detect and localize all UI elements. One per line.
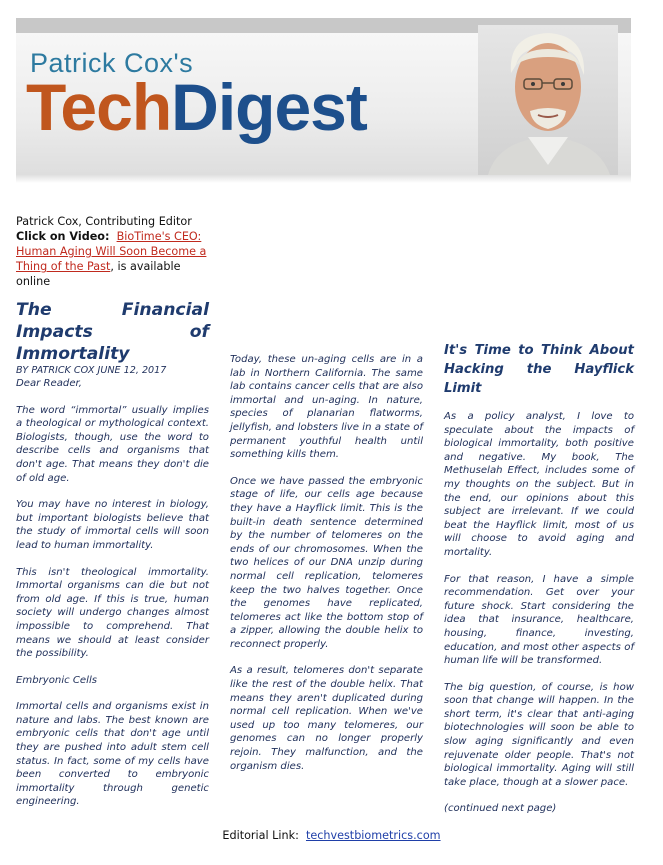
header-info: [16, 214, 216, 289]
article-byline: BY PATRICK COX JUNE 12, 2017: [16, 365, 167, 376]
continued-note: (continued next page): [444, 803, 557, 815]
brand-digest: Digest: [171, 70, 367, 144]
video-tail: , is available online: [16, 260, 181, 288]
brand-name-small: Patrick Cox's: [30, 48, 194, 78]
video-link[interactable]: BioTime's CEO: Human Aging Will Soon Become a Thing of the Past: [16, 230, 207, 273]
masthead-shadow: [16, 175, 631, 183]
brand-tech: Tech: [26, 70, 172, 144]
article-column-2: [230, 353, 423, 786]
paragraph: Once we have passed the embryonic stage of life, our cells age because they have a Hayflick limit. This is the built-in death sentence determined by the number of telomeres on the ends of our chromosomes. When the two helices of our DNA unzip during normal cell replication, telomeres keep the two halves together. Once the genomes have replicated, telomeres act like the bottom stop of a zipper, allowing the double helix to reconnect properly.: [230, 475, 423, 650]
paragraph: As a policy analyst, I love to speculate about the impacts of biological immortality, both positive and negative. My book, The Methuselah Effect, includes some of my thoughts on the subject. But in the end, our opinions about this subject are irrelevant. If we could beat the Hayflick limit, most of us will choose to avoid aging and mortality.: [444, 411, 634, 558]
video-line: [16, 229, 216, 289]
article-title: The Financial Impacts of Immortality: [16, 300, 209, 364]
greeting: Dear Reader,: [16, 378, 82, 389]
video-label: Click on Video:: [16, 230, 110, 243]
paragraph: Immortal cells and organisms exist in nature and labs. The best known are embryonic cells that don't age until they are pushed into adult stem cell status. In fact, some of my cells have been converted to embryonic immortality through genetic engineering.: [16, 701, 209, 808]
article-column-1: [16, 299, 209, 822]
paragraph: Today, these un-aging cells are in a lab in Northern California. The same lab contains cancer cells that are also immortal and un-aging. In nature, species of planarian flatworms, jellyfish, and lobsters live in a state of permanent youthful health until something kills them.: [230, 354, 423, 461]
paragraph: The word “immortal” usually implies a theological or mythological context. Biologists, though, use the word to describe cells and organisms that don't age. That means they don't die of old age.: [16, 404, 209, 484]
paragraph: The big question, of course, is how soon that change will happen. In the short term, it's clear that anti-aging biotechnologies will soon be able to slow aging significantly and even rejuvenate older people. That's not biological immortality. Aging will still take place, though at a slower pace.: [444, 681, 634, 788]
paragraph: You may have no interest in biology, but important biologists believe that the study of immortal cells will soon lead to human immortality.: [16, 499, 209, 551]
paragraph: This isn't theological immortality. Immortal organisms can die but not from old age. If this is true, human society will undergo changes almost impossible to comprehend. That means we should at least consider the possibility.: [16, 566, 209, 660]
article-column-3: [444, 341, 634, 829]
footer: [0, 829, 663, 842]
footer-link[interactable]: techvestbiometrics.com: [305, 829, 441, 842]
footer-label: Editorial Link:: [222, 829, 299, 842]
paragraph: For that reason, I have a simple recommendation. Get over your future shock. Start considering the idea that insurance, healthcare, housing, finance, investing, education, and most other aspects of human life will be transformed.: [444, 573, 634, 667]
author-portrait-photo: [478, 25, 618, 175]
editor-credit: Patrick Cox, Contributing Editor: [16, 215, 192, 228]
brand-logo: [26, 72, 367, 142]
column-heading: It's Time to Think About Hacking the Hayflick Limit: [444, 343, 634, 396]
section-subheading: Embryonic Cells: [16, 674, 98, 686]
paragraph: As a result, telomeres don't separate like the rest of the double helix. That means they aren't duplicated during normal cell replication. When we've used up too many telomeres, our genomes can no longer properly rejoin. They malfunction, and the organism dies.: [230, 665, 423, 772]
